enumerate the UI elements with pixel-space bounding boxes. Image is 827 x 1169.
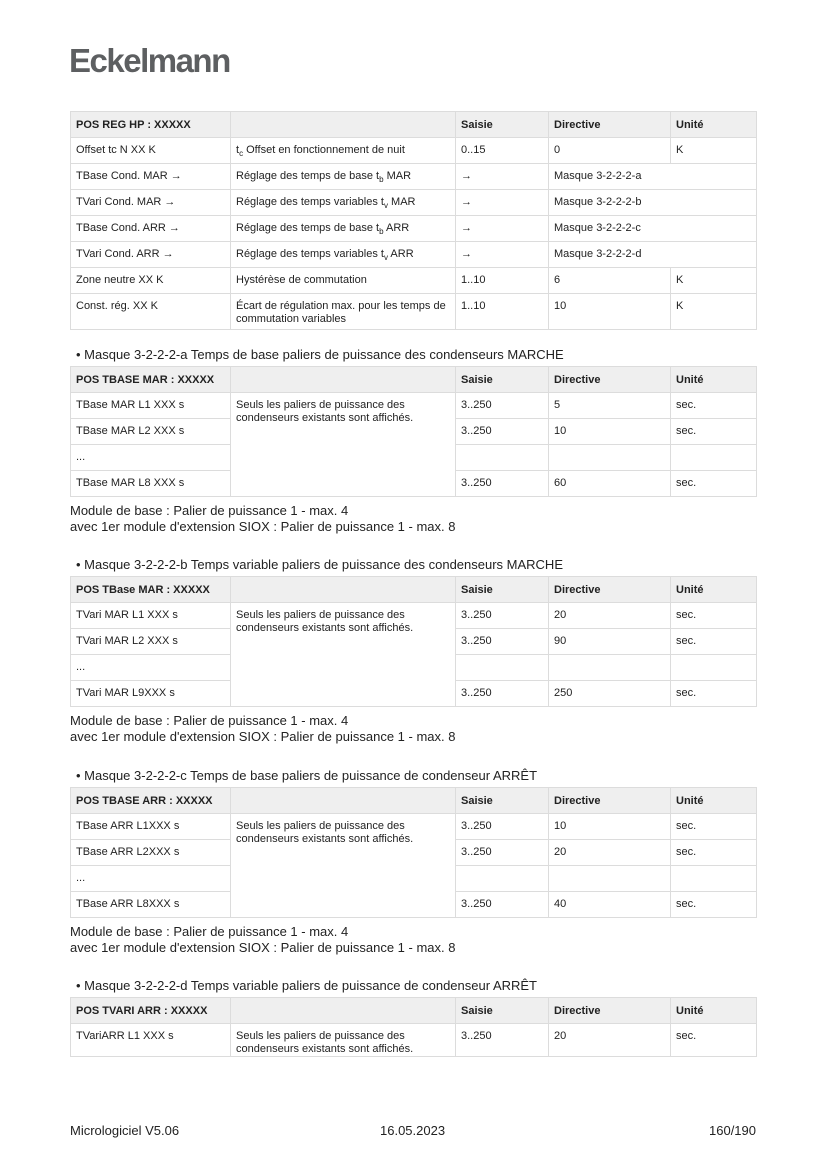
saisie-cell	[456, 445, 549, 471]
column-header: Directive	[549, 112, 671, 138]
parameter-cell: ...	[71, 445, 231, 471]
parameter-cell: TBase Cond. MAR →	[71, 164, 231, 190]
column-header: POS TVARI ARR : XXXXX	[71, 998, 231, 1024]
saisie-cell: 1..10	[456, 268, 549, 294]
parameter-cell: TVari Cond. MAR →	[71, 190, 231, 216]
unit-cell: K	[671, 294, 757, 330]
desc-text: Réglage des temps de base t	[236, 222, 380, 234]
mask-a-table	[70, 366, 757, 497]
desc-subscript: c	[239, 149, 244, 159]
desc-subscript: v	[383, 253, 388, 263]
footer-date: 16.05.2023	[380, 1123, 446, 1138]
saisie-cell	[456, 655, 549, 681]
table-row	[71, 393, 757, 419]
parameter-cell: ...	[71, 866, 231, 892]
table-row	[71, 242, 757, 268]
saisie-cell: 3..250	[456, 840, 549, 866]
note-line: Module de base : Palier de puissance 1 - max. 4	[70, 713, 349, 728]
parameter-cell: TVari MAR L9XXX s	[71, 681, 231, 707]
directive-cell	[549, 445, 671, 471]
column-header: Unité	[671, 788, 757, 814]
unit-cell	[671, 866, 757, 892]
mask-b-note	[70, 713, 455, 745]
directive-link-cell: Masque 3-2-2-2-c	[549, 216, 757, 242]
note-line: avec 1er module d'extension SIOX : Palier de puissance 1 - max. 8	[70, 519, 456, 534]
saisie-cell: 3..250	[456, 471, 549, 497]
parameter-cell: ...	[71, 655, 231, 681]
saisie-cell: 3..250	[456, 603, 549, 629]
unit-cell: sec.	[671, 892, 757, 918]
mask-d-table	[70, 997, 757, 1057]
desc-text: MAR	[383, 170, 412, 182]
saisie-cell: 3..250	[456, 681, 549, 707]
column-header: Saisie	[456, 998, 549, 1024]
description-cell	[231, 164, 456, 190]
unit-cell: sec.	[671, 603, 757, 629]
description-cell	[231, 268, 456, 294]
table-row	[71, 294, 757, 330]
mask-d-caption: • Masque 3-2-2-2-d Temps variable paliers de puissance de condenseur ARRÊT	[76, 978, 537, 993]
column-header: Unité	[671, 367, 757, 393]
column-header: Saisie	[456, 112, 549, 138]
saisie-cell: →	[456, 216, 549, 242]
desc-text: ARR	[383, 222, 410, 234]
unit-cell: sec.	[671, 393, 757, 419]
saisie-cell: 3..250	[456, 892, 549, 918]
directive-cell: 10	[549, 814, 671, 840]
table-row	[71, 190, 757, 216]
directive-cell: 0	[549, 138, 671, 164]
unit-cell: sec.	[671, 840, 757, 866]
column-header	[231, 577, 456, 603]
directive-cell: 60	[549, 471, 671, 497]
unit-cell: sec.	[671, 681, 757, 707]
parameter-cell: Const. rég. XX K	[71, 294, 231, 330]
mask-c-table	[70, 787, 757, 918]
column-header: Saisie	[456, 577, 549, 603]
parameter-cell: TVariARR L1 XXX s	[71, 1024, 231, 1057]
directive-cell: 20	[549, 603, 671, 629]
parameter-cell: TBase ARR L2XXX s	[71, 840, 231, 866]
directive-cell	[549, 655, 671, 681]
saisie-cell: 1..10	[456, 294, 549, 330]
column-header: POS TBASE MAR : XXXXX	[71, 367, 231, 393]
description-cell: Seuls les paliers de puissance des condenseurs existants sont affichés.	[231, 393, 456, 497]
table-row	[71, 603, 757, 629]
description-cell	[231, 190, 456, 216]
column-header	[231, 998, 456, 1024]
column-header: POS TBASE ARR : XXXXX	[71, 788, 231, 814]
eckelmann-logo: Eckelmann	[69, 42, 230, 79]
saisie-cell: 3..250	[456, 393, 549, 419]
desc-text: Offset en fonctionnement de nuit	[243, 144, 405, 156]
note-line: Module de base : Palier de puissance 1 - max. 4	[70, 924, 349, 939]
saisie-cell: 3..250	[456, 814, 549, 840]
description-cell	[231, 216, 456, 242]
desc-subscript: b	[379, 175, 384, 185]
mask-b-caption: • Masque 3-2-2-2-b Temps variable paliers de puissance des condenseurs MARCHE	[76, 557, 563, 572]
saisie-cell: →	[456, 164, 549, 190]
directive-cell: 90	[549, 629, 671, 655]
footer-firmware: Micrologiciel V5.06	[70, 1123, 180, 1138]
directive-cell: 6	[549, 268, 671, 294]
desc-subscript: b	[379, 227, 384, 237]
note-line: avec 1er module d'extension SIOX : Palier de puissance 1 - max. 8	[70, 729, 456, 744]
column-header: Saisie	[456, 367, 549, 393]
table-row	[71, 1024, 757, 1057]
parameter-cell: TVari Cond. ARR →	[71, 242, 231, 268]
parameter-cell: TBase MAR L1 XXX s	[71, 393, 231, 419]
desc-text: Réglage des temps variables t	[236, 196, 384, 208]
unit-cell	[671, 655, 757, 681]
column-header: POS TBase MAR : XXXXX	[71, 577, 231, 603]
column-header: Saisie	[456, 788, 549, 814]
table-row	[71, 216, 757, 242]
description-cell: Seuls les paliers de puissance des condenseurs existants sont affichés.	[231, 1024, 456, 1057]
column-header: Unité	[671, 577, 757, 603]
directive-cell: 5	[549, 393, 671, 419]
pos-reg-hp-table	[70, 111, 757, 330]
mask-a-note	[70, 503, 455, 535]
directive-cell: 40	[549, 892, 671, 918]
unit-cell: K	[671, 268, 757, 294]
directive-cell: 250	[549, 681, 671, 707]
saisie-cell: →	[456, 242, 549, 268]
directive-cell: 20	[549, 840, 671, 866]
parameter-cell: TBase MAR L8 XXX s	[71, 471, 231, 497]
saisie-cell: 3..250	[456, 419, 549, 445]
column-header	[231, 788, 456, 814]
table-row	[71, 164, 757, 190]
mask-a-caption: • Masque 3-2-2-2-a Temps de base paliers de puissance des condenseurs MARCHE	[76, 347, 564, 362]
column-header: Directive	[549, 788, 671, 814]
table-row	[71, 138, 757, 164]
saisie-cell: →	[456, 190, 549, 216]
parameter-cell: Offset tc N XX K	[71, 138, 231, 164]
desc-text: ARR	[387, 248, 414, 260]
parameter-cell: TBase MAR L2 XXX s	[71, 419, 231, 445]
parameter-cell: TBase ARR L1XXX s	[71, 814, 231, 840]
column-header: POS REG HP : XXXXX	[71, 112, 231, 138]
column-header: Directive	[549, 577, 671, 603]
unit-cell: sec.	[671, 1024, 757, 1057]
mask-c-note	[70, 924, 455, 956]
directive-link-cell: Masque 3-2-2-2-b	[549, 190, 757, 216]
directive-cell: 10	[549, 419, 671, 445]
desc-text: Réglage des temps de base t	[236, 170, 380, 182]
mask-b-table	[70, 576, 757, 707]
column-header: Directive	[549, 367, 671, 393]
column-header: Unité	[671, 998, 757, 1024]
saisie-cell: 3..250	[456, 1024, 549, 1057]
unit-cell	[671, 445, 757, 471]
note-line: Module de base : Palier de puissance 1 - max. 4	[70, 503, 349, 518]
unit-cell: sec.	[671, 471, 757, 497]
mask-c-caption: • Masque 3-2-2-2-c Temps de base paliers de puissance de condenseur ARRÊT	[76, 768, 538, 783]
parameter-cell: TVari MAR L1 XXX s	[71, 603, 231, 629]
note-line: avec 1er module d'extension SIOX : Palier de puissance 1 - max. 8	[70, 940, 456, 955]
unit-cell: sec.	[671, 419, 757, 445]
unit-cell: sec.	[671, 814, 757, 840]
parameter-cell: TBase ARR L8XXX s	[71, 892, 231, 918]
description-cell	[231, 294, 456, 330]
table-row	[71, 268, 757, 294]
parameter-cell: TBase Cond. ARR →	[71, 216, 231, 242]
table-row	[71, 814, 757, 840]
column-header: Directive	[549, 998, 671, 1024]
parameter-cell: Zone neutre XX K	[71, 268, 231, 294]
description-cell	[231, 138, 456, 164]
description-cell: Seuls les paliers de puissance des condenseurs existants sont affichés.	[231, 603, 456, 707]
column-header: Unité	[671, 112, 757, 138]
column-header	[231, 112, 456, 138]
saisie-cell	[456, 866, 549, 892]
desc-text: MAR	[387, 196, 416, 208]
footer-page-number: 160/190	[709, 1123, 756, 1138]
parameter-cell: TVari MAR L2 XXX s	[71, 629, 231, 655]
directive-cell	[549, 866, 671, 892]
directive-cell: 20	[549, 1024, 671, 1057]
directive-cell: 10	[549, 294, 671, 330]
description-cell: Seuls les paliers de puissance des condenseurs existants sont affichés.	[231, 814, 456, 918]
directive-link-cell: Masque 3-2-2-2-d	[549, 242, 757, 268]
saisie-cell: 3..250	[456, 629, 549, 655]
saisie-cell: 0..15	[456, 138, 549, 164]
desc-text: t	[236, 144, 240, 156]
desc-text: Hystérèse de commutation	[236, 274, 367, 286]
unit-cell: K	[671, 138, 757, 164]
column-header	[231, 367, 456, 393]
description-cell	[231, 242, 456, 268]
desc-text: Réglage des temps variables t	[236, 248, 384, 260]
desc-subscript: v	[383, 201, 388, 211]
directive-link-cell: Masque 3-2-2-2-a	[549, 164, 757, 190]
unit-cell: sec.	[671, 629, 757, 655]
desc-text: Écart de régulation max. pour les temps de commutation variables	[236, 300, 446, 325]
